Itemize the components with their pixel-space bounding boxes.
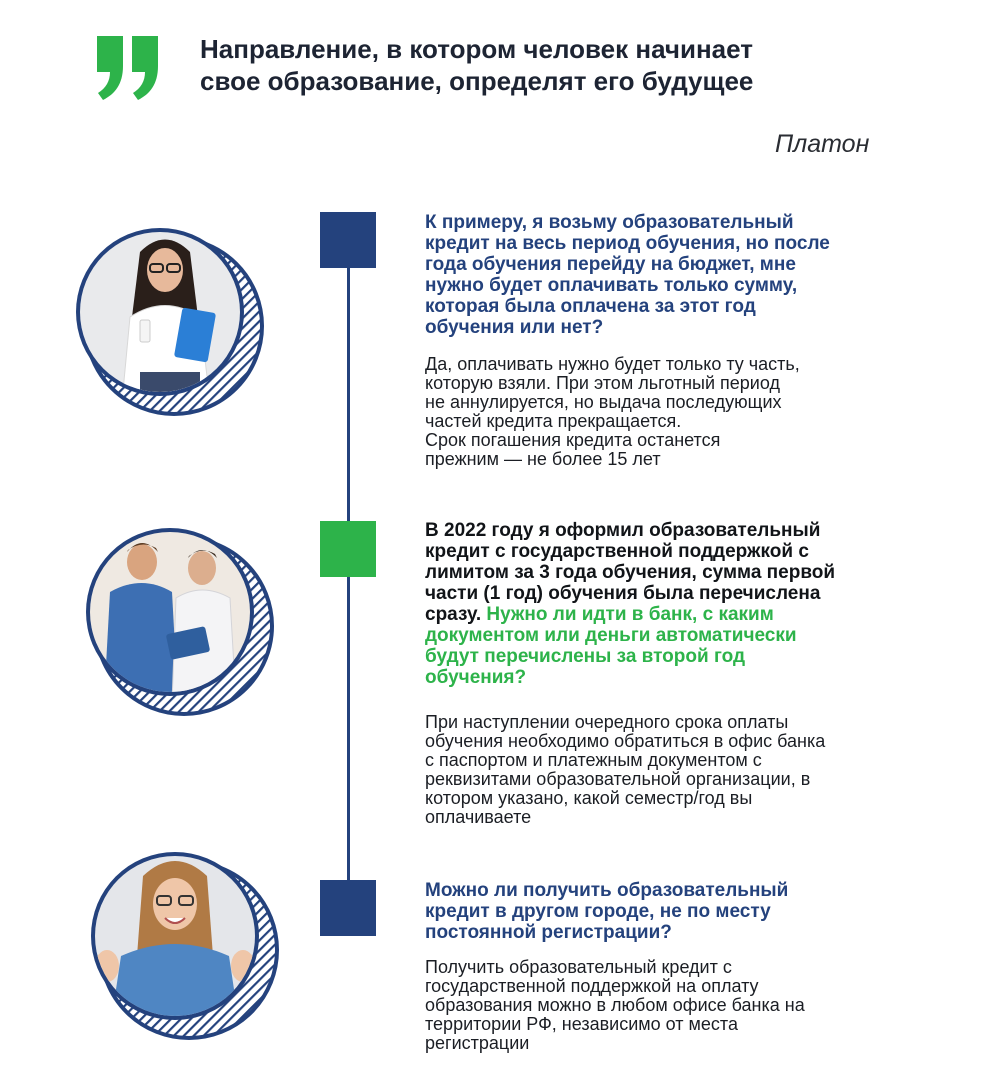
question-highlight-line: документом или деньги автоматически [425, 625, 797, 646]
question-line: постоянной регистрации? [425, 922, 672, 943]
answer-line: Да, оплачивать нужно будет только ту часть, [425, 354, 800, 374]
answer-line: Срок погашения кредита останется [425, 430, 721, 450]
quote-author: Платон [775, 130, 870, 158]
answer-line: реквизитами образовательной организации, в [425, 769, 811, 789]
timeline-marker-3 [320, 880, 376, 936]
question-line: кредит в другом городе, не по месту [425, 901, 771, 922]
answer-line: оплачиваете [425, 807, 532, 827]
question-line: Можно ли получить образовательный [425, 880, 789, 901]
answer-line: не аннулируется, но выдача последующих [425, 392, 782, 412]
question-line: сразу. [425, 604, 482, 625]
answer-1 [425, 355, 945, 469]
quotation-mark-icon [95, 36, 161, 100]
question-line: В 2022 году я оформил образовательный [425, 520, 821, 541]
question-1 [425, 212, 945, 338]
answer-line: регистрации [425, 1033, 530, 1053]
answer-line: прежним — не более 15 лет [425, 449, 661, 469]
question-2 [425, 520, 945, 688]
timeline-marker-2 [320, 521, 376, 577]
question-line: кредит на весь период обучения, но после [425, 233, 830, 254]
question-line: кредит с государственной поддержкой с [425, 541, 809, 562]
answer-line: котором указано, какой семестр/год вы [425, 788, 753, 808]
photo-student-girl [70, 222, 266, 418]
answer-line: обучения необходимо обратиться в офис банка [425, 731, 826, 751]
question-line: обучения или нет? [425, 317, 604, 338]
answer-3 [425, 958, 945, 1053]
question-line: года обучения перейду на бюджет, мне [425, 254, 796, 275]
timeline-marker-1 [320, 212, 376, 268]
answer-line: При наступлении очередного срока оплаты [425, 712, 789, 732]
answer-line: которую взяли. При этом льготный период [425, 373, 780, 393]
page-title [200, 33, 940, 97]
question-highlight-line: будут перечислены за второй год [425, 646, 746, 667]
answer-line: образования можно в любом офисе банка на [425, 995, 805, 1015]
timeline-line [347, 240, 350, 920]
answer-2 [425, 713, 945, 827]
question-line: К примеру, я возьму образовательный [425, 212, 794, 233]
question-line: нужно будет оплачивать только сумму, [425, 275, 798, 296]
question-highlight-line: Нужно ли идти в банк, с каким [486, 604, 774, 625]
answer-line: Получить образовательный кредит с [425, 957, 732, 977]
photo-smiling-girl [85, 846, 281, 1042]
question-highlight-line: обучения? [425, 667, 527, 688]
headline-line: свое образование, определят его будущее [200, 66, 754, 96]
answer-line: частей кредита прекращается. [425, 411, 682, 431]
question-line: которая была оплачена за этот год [425, 296, 756, 317]
photo-two-students [80, 522, 276, 718]
answer-line: государственной поддержкой на оплату [425, 976, 759, 996]
question-3 [425, 880, 945, 943]
question-line: части (1 год) обучения была перечислена [425, 583, 821, 604]
headline-line: Направление, в котором человек начинает [200, 34, 753, 64]
answer-line: с паспортом и платежным документом с [425, 750, 762, 770]
question-line: лимитом за 3 года обучения, сумма первой [425, 562, 836, 583]
answer-line: территории РФ, независимо от места [425, 1014, 738, 1034]
